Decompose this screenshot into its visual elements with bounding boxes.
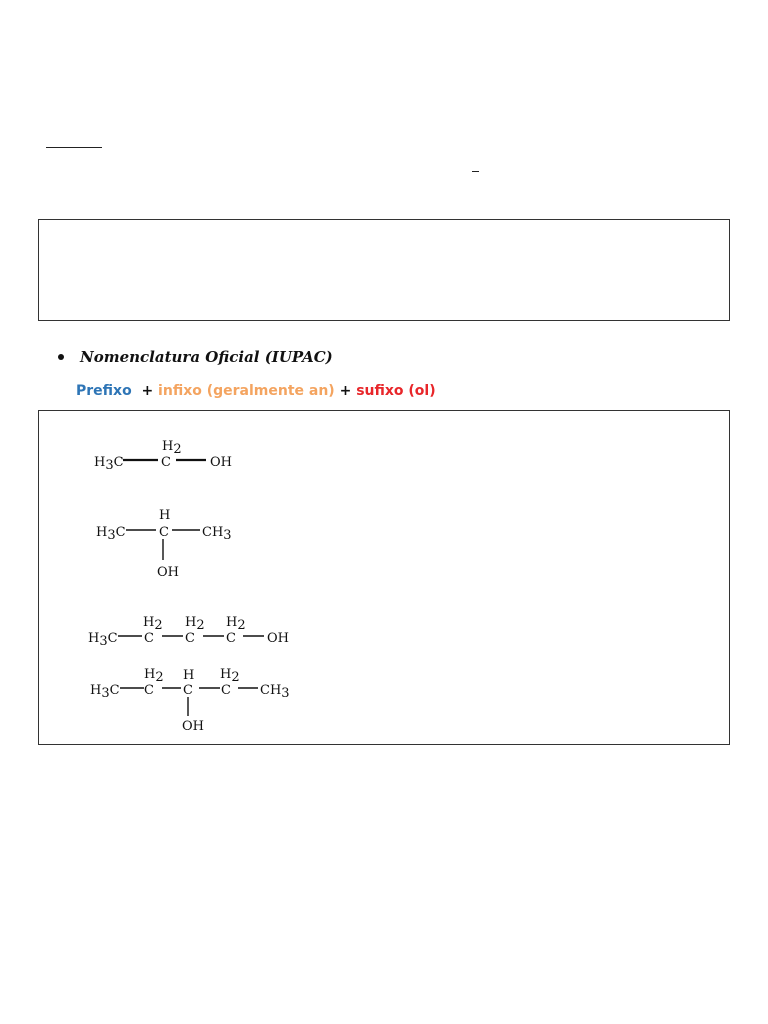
svg-text:H2: H2 [144,667,164,685]
svg-text:H2: H2 [162,439,182,457]
svg-text:H3C: H3C [96,525,126,543]
formula-infix: infixo (geralmente an) [158,383,335,399]
definition-box [38,219,730,321]
svg-text:C: C [144,631,154,646]
bullet-point [58,354,64,360]
formula-suffix: sufixo (ol) [356,383,436,399]
svg-text:OH: OH [210,455,232,470]
svg-text:OH: OH [182,719,204,734]
formula-prefix: Prefixo [76,383,132,399]
svg-text:C: C [161,455,171,470]
svg-text:C: C [226,631,236,646]
svg-text:C: C [183,683,193,698]
molecule-propan-2-ol [96,506,246,582]
svg-text:H: H [159,508,171,523]
molecule-butan-1-ol [88,614,298,650]
svg-text:CH3: CH3 [202,525,232,543]
svg-text:H2: H2 [226,615,246,633]
svg-text:C: C [159,525,169,540]
svg-text:OH: OH [157,565,179,580]
svg-text:H3C: H3C [94,455,124,473]
header-dash [472,171,479,172]
section-heading: Nomenclatura Oficial (IUPAC) [80,348,333,366]
svg-text:C: C [221,683,231,698]
header-underline [46,147,102,148]
svg-text:H2: H2 [220,667,240,685]
formula-plus-1: + [141,383,154,399]
svg-text:H3C: H3C [88,631,118,649]
svg-text:C: C [185,631,195,646]
svg-text:H: H [183,668,195,683]
svg-text:CH3: CH3 [260,683,290,701]
svg-text:C: C [144,683,154,698]
svg-text:H3C: H3C [90,683,120,701]
svg-text:H2: H2 [185,615,205,633]
molecule-ethanol [94,436,244,472]
molecule-butan-2-ol [90,666,300,738]
svg-text:H2: H2 [143,615,163,633]
svg-text:OH: OH [267,631,289,646]
formula-plus-2: + [339,383,352,399]
nomenclature-formula [76,383,436,399]
